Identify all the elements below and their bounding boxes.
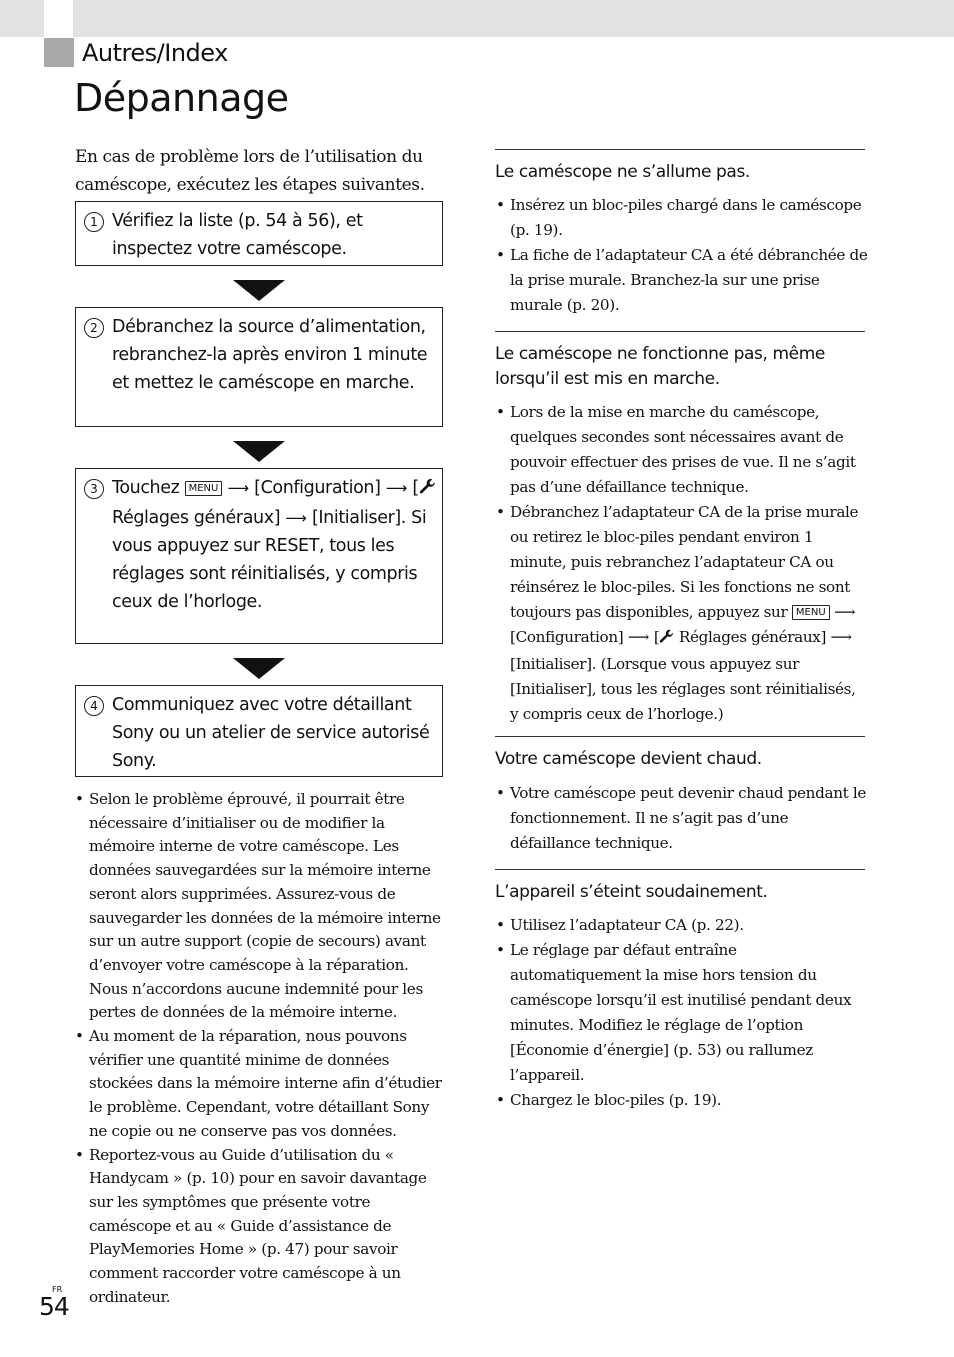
step-config: [Configuration] [254,478,381,498]
arrow-right-icon: ⟶ [227,479,249,497]
list-item [496,500,868,727]
arrow-right-icon: ⟶ [830,628,853,646]
section-list [496,193,868,318]
step-box-3 [75,468,443,644]
section-marker [44,38,74,67]
page-number: 54 [39,1292,69,1321]
list-item: • Utilisez l’adaptateur CA (p. 22). [496,913,868,938]
list-item: • Reportez-vous au Guide d’utilisation du « Handycam » (p. 10) pour en savoir davantage sur les symptômes que présente votre caméscope et au « Guide d’assistance de PlayMemories Home » (p. 47) pour savoir comment raccorder votre caméscope à un ordinateur. [75,1144,447,1310]
step-text: Communiquez avec votre détaillant Sony ou un atelier de service autorisé Sony. [112,695,430,771]
section-list [496,781,868,856]
item-text-after: [Initialiser]. (Lorsque vous appuyez sur [Initialiser], tous les réglages sont réinitialisés, y compris ceux de l’horloge.) [510,655,856,723]
arrow-right-icon: ⟶ [285,509,307,527]
intro-text: En cas de problème lors de l’utilisation du caméscope, exécutez les étapes suivantes. [75,147,425,195]
step-number: 2 [84,318,104,338]
arrow-down-icon [233,658,285,679]
item-bracket: [ [653,628,660,646]
language-code: FR [52,1285,63,1294]
list-item: • Selon le problème éprouvé, il pourrait être nécessaire d’initialiser ou de modifier la mémoire interne de votre caméscope. Les données sauvegardées sur la mémoire interne seront alors supprimées. Assurez-vous de sauvegarder les données de la mémoire interne sur un autre support (copie de secours) avant d’envoyer votre caméscope à la réparation. Nous n’accordons aucune indemnité pour les pertes de données de la mémoire interne. [75,788,447,1025]
section-heading: Votre caméscope devient chaud. [495,749,762,769]
section-label: Autres/Index [82,39,228,67]
section-heading: Le caméscope ne s’allume pas. [495,162,750,182]
section-list [496,913,868,1113]
item-text-before: Débranchez l’adaptateur CA de la prise murale ou retirez le bloc-piles pendant environ 1 minute, puis rebranchez l’adaptateur CA ou réinsérez le bloc-piles. Si les fonctions ne sont toujours pas disponibles, appuyez sur [510,503,859,621]
step-bracket: [ [412,478,419,498]
arrow-right-icon: ⟶ [834,603,856,621]
menu-button-icon: MENU [185,481,223,496]
step-box-4 [75,685,443,777]
step-rest: [Initialiser]. Si vous appuyez sur RESET, tous les réglages sont réinitialisés, y compris ceux de l’horloge. [112,508,427,612]
step-number: 3 [84,479,104,499]
menu-button-icon: MENU [792,605,830,620]
list-item: • Lors de la mise en marche du caméscope, quelques secondes sont nécessaires avant de pouvoir effectuer des prises de vue. Il ne s’agit pas d’une défaillance technique. [496,400,868,500]
step-general: Réglages généraux] [112,508,281,528]
top-band [0,0,954,37]
top-notch [44,0,73,37]
wrench-icon [659,627,674,652]
section-list [496,400,868,727]
step-text: Débranchez la source d’alimentation, rebranchez-la après environ 1 minute et mettez le caméscope en marche. [112,317,428,393]
arrow-down-icon [233,280,285,301]
list-item: • Insérez un bloc-piles chargé dans le caméscope (p. 19). [496,193,868,243]
section-divider [495,736,865,737]
step-box-2 [75,307,443,427]
item-general: Réglages généraux] [678,628,827,646]
section-divider [495,869,865,870]
arrow-down-icon [233,441,285,462]
step-number: 1 [84,212,104,232]
step-number: 4 [84,696,104,716]
step-box-1 [75,201,443,266]
list-item: • Au moment de la réparation, nous pouvons vérifier une quantité minime de données stockées dans la mémoire interne afin d’étudier le problème. Cependant, votre détaillant Sony ne copie ou ne conserve pas vos données. [75,1025,447,1144]
list-item: • Chargez le bloc-piles (p. 19). [496,1088,868,1113]
section-heading: L’appareil s’éteint soudainement. [495,882,768,902]
item-config: [Configuration] [510,628,624,646]
arrow-right-icon: ⟶ [385,479,408,497]
wrench-icon [419,476,436,504]
list-item: • La fiche de l’adaptateur CA a été débranchée de la prise murale. Branchez-la sur une prise murale (p. 20). [496,243,868,318]
section-divider [495,149,865,150]
notes-list [75,788,447,1309]
step-text: Vérifiez la liste (p. 54 à 56), et inspectez votre caméscope. [112,211,363,259]
arrow-right-icon: ⟶ [627,628,650,646]
list-item: • Votre caméscope peut devenir chaud pendant le fonctionnement. Il ne s’agit pas d’une défaillance technique. [496,781,868,856]
step-prefix: Touchez [112,478,180,498]
page-title: Dépannage [74,76,289,120]
section-divider [495,331,865,332]
section-heading: Le caméscope ne fonctionne pas, même lorsqu’il est mis en marche. [495,344,825,389]
list-item: • Le réglage par défaut entraîne automatiquement la mise hors tension du caméscope lorsqu’il est inutilisé pendant deux minutes. Modifiez le réglage de l’option [Économie d’énergie] (p. 53) ou rallumez l’appareil. [496,938,868,1088]
